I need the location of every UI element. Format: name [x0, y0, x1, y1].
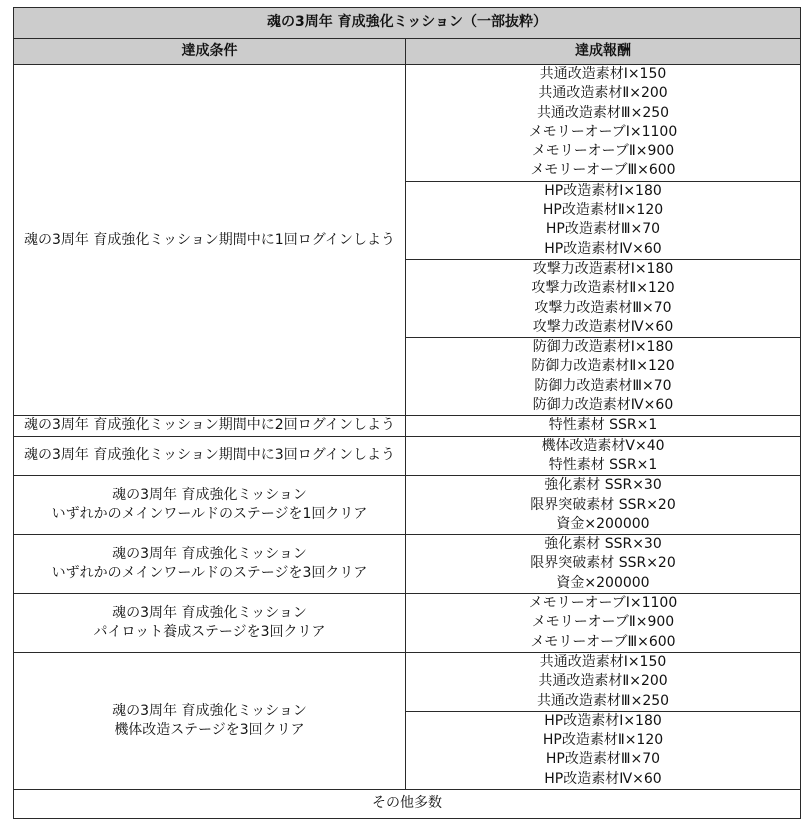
reward-item: 機体改造素材Ⅴ×40 [541, 437, 665, 454]
mission-table [13, 7, 801, 819]
reward-cell [406, 711, 801, 789]
condition-text: 魂の3周年 育成強化ミッション期間中に3回ログインしよう [23, 447, 395, 464]
reward-item: 強化素材 SSR×30 [544, 477, 662, 494]
reward-item: 強化素材 SSR×30 [544, 536, 662, 553]
header-reward: 達成報酬 [406, 39, 801, 65]
condition-cell [14, 594, 406, 653]
reward-item: 防御力改造素材Ⅳ×60 [532, 397, 674, 414]
reward-cell [406, 416, 801, 436]
condition-text: 魂の3周年 育成強化ミッション [112, 545, 307, 562]
condition-text: 魂の3周年 育成強化ミッション [112, 604, 307, 621]
reward-item: 資金×200000 [556, 515, 650, 532]
table-row [14, 436, 801, 476]
table-row [14, 476, 801, 535]
reward-item: HP改造素材Ⅰ×180 [544, 182, 662, 199]
reward-item: 限界突破素材 SSR×20 [530, 496, 676, 513]
condition-cell [14, 436, 406, 476]
reward-item: 防御力改造素材Ⅱ×120 [531, 358, 675, 375]
reward-item: メモリーオーブⅠ×1100 [528, 123, 678, 140]
condition-text: 魂の3周年 育成強化ミッション [112, 486, 307, 503]
condition-text: パイロット養成ステージを3回クリア [93, 623, 326, 640]
reward-item: 攻撃力改造素材Ⅳ×60 [532, 318, 674, 335]
reward-item: 特性素材 SSR×1 [548, 417, 658, 434]
reward-item: HP改造素材Ⅰ×180 [544, 712, 662, 729]
reward-item: 攻撃力改造素材Ⅱ×120 [531, 280, 675, 297]
reward-cell [406, 476, 801, 535]
condition-text: いずれかのメインワールドのステージを1回クリア [51, 506, 368, 523]
condition-text: 魂の3周年 育成強化ミッション期間中に2回ログインしよう [23, 417, 395, 434]
condition-text: 機体改造ステージを3回クリア [114, 721, 305, 738]
table-row [14, 416, 801, 436]
condition-cell [14, 476, 406, 535]
condition-cell [14, 652, 406, 789]
reward-cell [406, 259, 801, 337]
reward-cell [406, 594, 801, 653]
reward-item: HP改造素材Ⅲ×70 [545, 751, 661, 768]
condition-cell [14, 65, 406, 416]
reward-cell [406, 652, 801, 711]
reward-item: HP改造素材Ⅱ×120 [542, 202, 664, 219]
reward-item: メモリーオーブⅠ×1100 [528, 595, 678, 612]
reward-item: HP改造素材Ⅱ×120 [542, 732, 664, 749]
reward-item: 特性素材 SSR×1 [548, 456, 658, 473]
reward-item: 共通改造素材Ⅱ×200 [538, 85, 668, 102]
reward-item: 防御力改造素材Ⅰ×180 [532, 339, 674, 356]
reward-cell [406, 338, 801, 416]
table-row [14, 65, 801, 182]
table-row [14, 652, 801, 711]
reward-item: 共通改造素材Ⅲ×250 [536, 104, 670, 121]
condition-cell [14, 416, 406, 436]
condition-cell [14, 535, 406, 594]
mission-table-container [13, 7, 800, 819]
reward-item: 共通改造素材Ⅰ×150 [539, 653, 667, 670]
reward-item: メモリーオーブⅢ×600 [530, 633, 676, 650]
table-row [14, 594, 801, 653]
reward-item: 攻撃力改造素材Ⅲ×70 [534, 299, 672, 316]
condition-text: 魂の3周年 育成強化ミッション [112, 702, 307, 719]
table-title: 魂の3周年 育成強化ミッション（一部抜粋） [14, 8, 801, 39]
reward-item: メモリーオーブⅡ×900 [531, 614, 675, 631]
table-body [14, 65, 801, 790]
reward-item: HP改造素材Ⅲ×70 [545, 221, 661, 238]
header-condition: 達成条件 [14, 39, 406, 65]
table-row [14, 535, 801, 594]
reward-item: 共通改造素材Ⅲ×250 [536, 692, 670, 709]
reward-item: HP改造素材Ⅳ×60 [544, 240, 662, 257]
reward-item: メモリーオーブⅡ×900 [531, 143, 675, 160]
reward-item: メモリーオーブⅢ×600 [530, 162, 676, 179]
condition-text: 魂の3周年 育成強化ミッション期間中に1回ログインしよう [23, 231, 395, 248]
reward-cell [406, 535, 801, 594]
reward-item: 共通改造素材Ⅰ×150 [539, 66, 667, 82]
table-footer: その他多数 [14, 789, 801, 818]
reward-item: 攻撃力改造素材Ⅰ×180 [532, 260, 674, 277]
reward-cell [406, 436, 801, 476]
reward-item: 共通改造素材Ⅱ×200 [538, 673, 668, 690]
reward-cell [406, 181, 801, 259]
reward-cell [406, 65, 801, 182]
reward-item: HP改造素材Ⅳ×60 [544, 770, 662, 787]
reward-item: 防御力改造素材Ⅲ×70 [534, 377, 672, 394]
reward-item: 資金×200000 [556, 574, 650, 591]
condition-text: いずれかのメインワールドのステージを3回クリア [51, 565, 368, 582]
reward-item: 限界突破素材 SSR×20 [530, 555, 676, 572]
